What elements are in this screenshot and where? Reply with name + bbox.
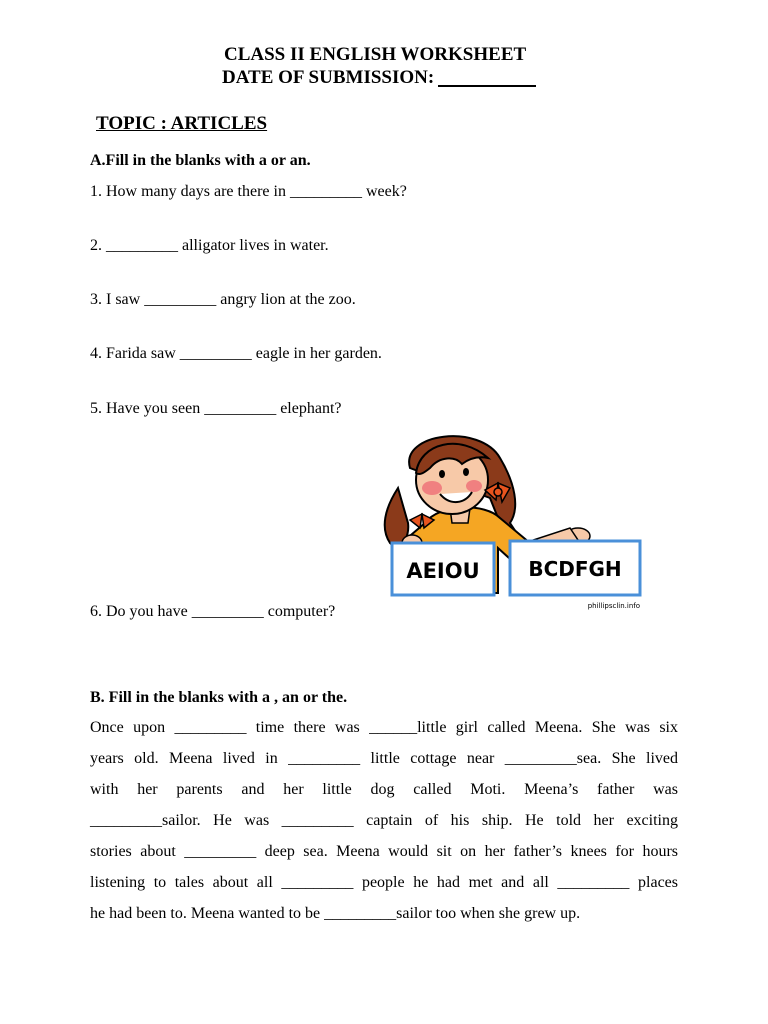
paragraph-line: Once upon _________ time there was ______little girl called Meena. She was six [90,719,678,736]
submission-blank [438,67,536,87]
section-b-heading: B. Fill in the blanks with a , an or the. [90,689,348,706]
girl-illustration-svg [370,428,650,614]
card-right-text: BCDFGH [528,557,622,581]
section-b-paragraph [90,712,678,929]
submission-date-line [222,67,536,89]
question-6: 6. Do you have _________ computer? [90,603,336,620]
paragraph-line: with her parents and her little dog called Moti. Meena’s father was [90,781,678,798]
question-3: 3. I saw _________ angry lion at the zoo. [90,291,356,308]
question-5: 5. Have you seen _________ elephant? [90,400,342,417]
paragraph-line: he had been to. Meena wanted to be _________sailor too when she grew up. [90,905,581,922]
question-1: 1. How many days are there in _________ week? [90,183,407,200]
paragraph-line: stories about _________ deep sea. Meena would sit on her father’s knees for hours [90,843,678,860]
question-4: 4. Farida saw _________ eagle in her garden. [90,345,382,362]
question-2: 2. _________ alligator lives in water. [90,237,329,254]
illustration-credit: phillipsclin.info [587,602,640,610]
paragraph-line: years old. Meena lived in _________ little cottage near _________sea. She lived [90,750,678,767]
paragraph-line: _________sailor. He was _________ captain of his ship. He told her exciting [90,812,678,829]
girl-with-letter-cards-illustration [370,428,650,614]
topic-heading: TOPIC : ARTICLES [96,113,268,134]
worksheet-title: CLASS II ENGLISH WORKSHEET [224,44,527,65]
submission-label: DATE OF SUBMISSION: [222,67,435,88]
section-a-heading: A.Fill in the blanks with a or an. [90,152,311,169]
card-left-text: AEIOU [406,559,480,583]
paragraph-line: listening to tales about all _________ people he had met and all _________ places [90,874,678,891]
